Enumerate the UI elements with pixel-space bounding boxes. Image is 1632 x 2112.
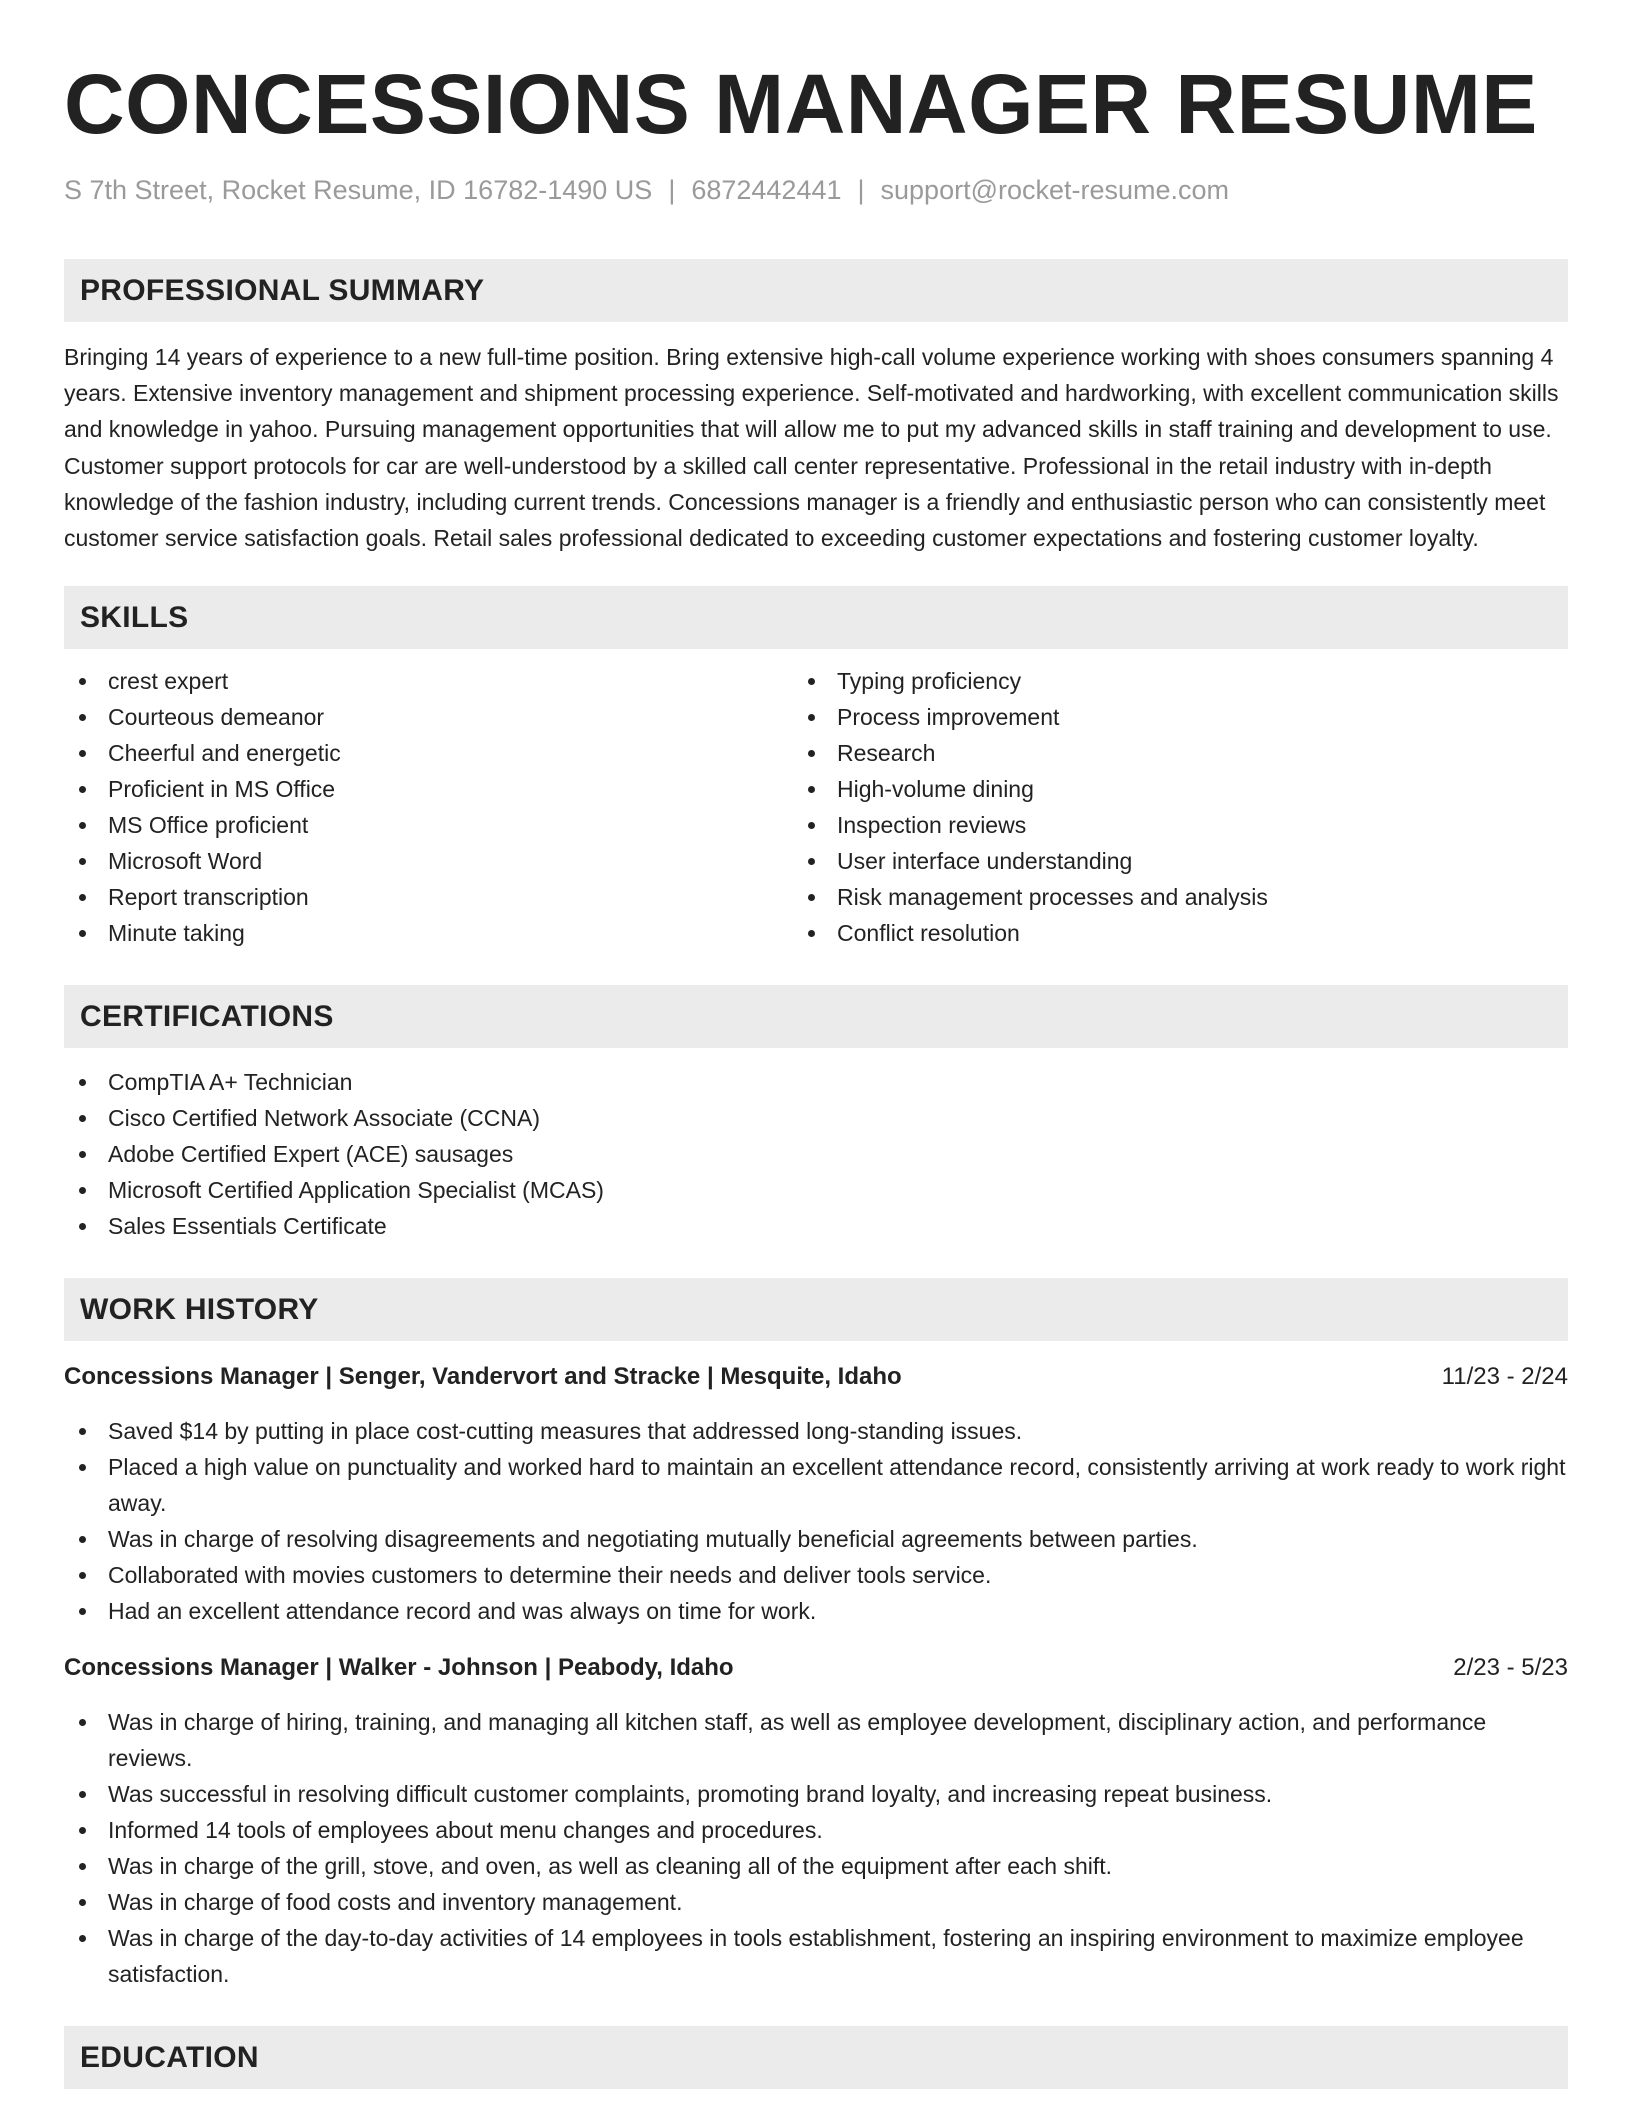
job-duty-item: Saved $14 by putting in place cost-cutting measures that addressed long-standing issues. — [64, 1413, 1568, 1449]
skill-item: Research — [806, 735, 1548, 771]
job-duty-item: Informed 14 tools of employees about menu changes and procedures. — [64, 1812, 1568, 1848]
job-dates: 2/23 - 5/23 — [1453, 1654, 1568, 1682]
contact-phone: 6872442441 — [691, 175, 842, 205]
skill-item: High-volume dining — [806, 771, 1548, 807]
skill-item: crest expert — [64, 663, 806, 699]
skill-item: Courteous demeanor — [64, 699, 806, 735]
skill-item: Cheerful and energetic — [64, 735, 806, 771]
job-header — [64, 1360, 1568, 1394]
contact-email[interactable]: support@rocket-resume.com — [880, 175, 1230, 205]
job-duty-item: Had an excellent attendance record and was always on time for work. — [64, 1593, 1568, 1629]
job-duty-item: Was successful in resolving difficult customer complaints, promoting brand loyalty, and increasing repeat business. — [64, 1776, 1568, 1812]
skills-column-left — [64, 663, 806, 951]
skill-item: Typing proficiency — [806, 663, 1548, 699]
resume-content — [64, 58, 1568, 2089]
certification-item: Sales Essentials Certificate — [64, 1208, 1568, 1244]
section-heading-work-history: WORK HISTORY — [64, 1278, 1568, 1341]
section-heading-summary: PROFESSIONAL SUMMARY — [64, 259, 1568, 322]
job-duties-list — [64, 1413, 1568, 1629]
resume-title: CONCESSIONS MANAGER RESUME — [64, 57, 1538, 151]
contact-address: S 7th Street, Rocket Resume, ID 16782-1490 US — [64, 175, 653, 205]
certification-item: CompTIA A+ Technician — [64, 1064, 1568, 1100]
job-duty-item: Was in charge of resolving disagreements and negotiating mutually beneficial agreements between parties. — [64, 1521, 1568, 1557]
skill-item: Risk management processes and analysis — [806, 879, 1548, 915]
section-heading-skills: SKILLS — [64, 586, 1568, 649]
job-duty-item: Was in charge of the day-to-day activities of 14 employees in tools establishment, fostering an inspiring environment to maximize employee satisfaction. — [64, 1920, 1568, 1992]
certification-item: Microsoft Certified Application Specialist (MCAS) — [64, 1172, 1568, 1208]
skill-item: Proficient in MS Office — [64, 771, 806, 807]
job-duty-item: Was in charge of food costs and inventory management. — [64, 1884, 1568, 1920]
job-header — [64, 1651, 1568, 1685]
job-duties-list — [64, 1704, 1568, 1992]
skill-item: Report transcription — [64, 879, 806, 915]
certification-item: Adobe Certified Expert (ACE) sausages — [64, 1136, 1568, 1172]
job-entry — [64, 1651, 1568, 1992]
skill-item: Conflict resolution — [806, 915, 1548, 951]
job-duty-item: Collaborated with movies customers to determine their needs and deliver tools service. — [64, 1557, 1568, 1593]
contact-line — [64, 172, 1568, 208]
contact-separator: | — [857, 175, 865, 205]
job-title: Concessions Manager | Senger, Vandervort and Stracke | Mesquite, Idaho — [64, 1363, 902, 1391]
job-duty-item: Placed a high value on punctuality and worked hard to maintain an excellent attendance record, consistently arriving at work ready to work right away. — [64, 1449, 1568, 1521]
job-title: Concessions Manager | Walker - Johnson | Peabody, Idaho — [64, 1654, 734, 1682]
contact-separator: | — [668, 175, 676, 205]
job-duty-item: Was in charge of hiring, training, and managing all kitchen staff, as well as employee development, disciplinary action, and performance reviews. — [64, 1704, 1568, 1776]
skill-item: Microsoft Word — [64, 843, 806, 879]
skills-column-right — [806, 663, 1548, 951]
certifications-list — [64, 1064, 1568, 1244]
skill-item: User interface understanding — [806, 843, 1548, 879]
skill-item: MS Office proficient — [64, 807, 806, 843]
certification-item: Cisco Certified Network Associate (CCNA) — [64, 1100, 1568, 1136]
skill-item: Minute taking — [64, 915, 806, 951]
job-entry — [64, 1360, 1568, 1629]
section-heading-certifications: CERTIFICATIONS — [64, 985, 1568, 1048]
section-heading-education: EDUCATION — [64, 2026, 1568, 2089]
skill-item: Inspection reviews — [806, 807, 1548, 843]
skills-list — [64, 663, 1568, 951]
skill-item: Process improvement — [806, 699, 1548, 735]
job-dates: 11/23 - 2/24 — [1441, 1363, 1568, 1391]
job-duty-item: Was in charge of the grill, stove, and oven, as well as cleaning all of the equipment after each shift. — [64, 1848, 1568, 1884]
summary-text: Bringing 14 years of experience to a new full-time position. Bring extensive high-call volume experience working with shoes consumers spanning 4 years. Extensive inventory management and shipment processing experience. Self-motivated and hardworking, with excellent communication skills and knowledge in yahoo. Pursuing management opportunities that will allow me to put my advanced skills in staff training and development to use. Customer support protocols for car are well-understood by a skilled call center representative. Professional in the retail industry with in-depth knowledge of the fashion industry, including current trends. Concessions manager is a friendly and enthusiastic person who can consistently meet customer service satisfaction goals. Retail sales professional dedicated to exceeding customer expectations and fostering customer loyalty. — [64, 344, 1559, 552]
